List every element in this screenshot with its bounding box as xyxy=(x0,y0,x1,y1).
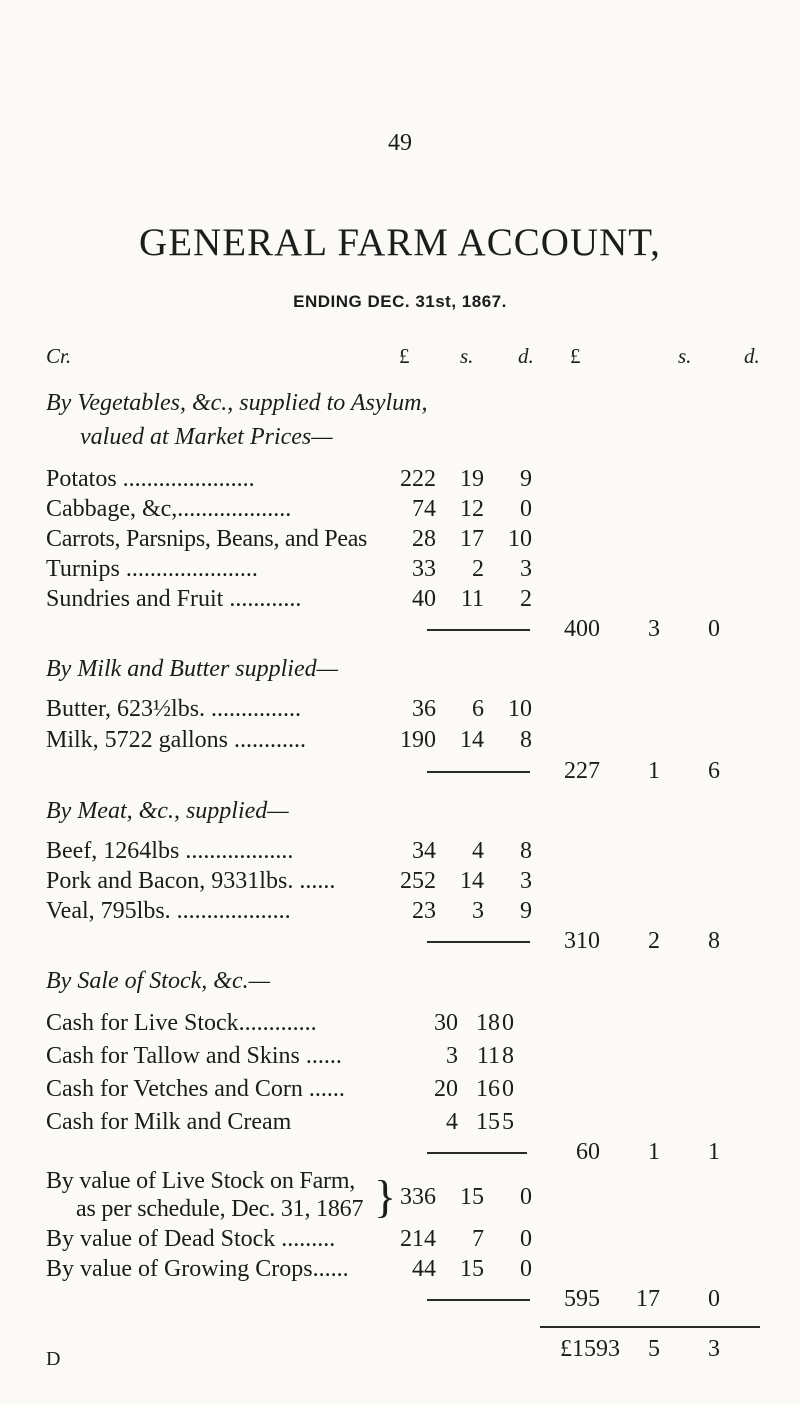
subtotal-rule xyxy=(427,629,530,631)
page-title: GENERAL FARM ACCOUNT, xyxy=(139,221,661,264)
section-subheading-vegetables: valued at Market Prices— xyxy=(80,424,333,450)
section-heading-milk-butter: By Milk and Butter supplied— xyxy=(46,656,338,682)
header-shillings-1: s. xyxy=(460,344,474,368)
page-subtitle: ENDING DEC. 31st, 1867. xyxy=(293,292,507,311)
signature-mark: D xyxy=(46,1348,61,1370)
subtotal-rule xyxy=(427,1299,530,1301)
header-pence-2: d. xyxy=(744,344,760,368)
subtotal-rule xyxy=(427,941,530,943)
brace-mark: } xyxy=(374,1171,397,1222)
subtotal-rule xyxy=(427,771,530,773)
section-heading-meat: By Meat, &c., supplied— xyxy=(46,798,289,824)
section-heading-sale-of-stock: By Sale of Stock, &c.— xyxy=(46,968,270,994)
grand-total-rule xyxy=(540,1326,760,1328)
header-pounds-2: £ xyxy=(570,344,581,368)
header-pounds-1: £ xyxy=(399,344,410,368)
page-number: 49 xyxy=(388,130,412,156)
credit-label: Cr. xyxy=(46,344,72,368)
header-pence-1: d. xyxy=(518,344,534,368)
header-shillings-2: s. xyxy=(678,344,692,368)
subtotal-rule xyxy=(427,1152,527,1154)
section-heading-vegetables: By Vegetables, &c., supplied to Asylum, xyxy=(46,390,428,416)
